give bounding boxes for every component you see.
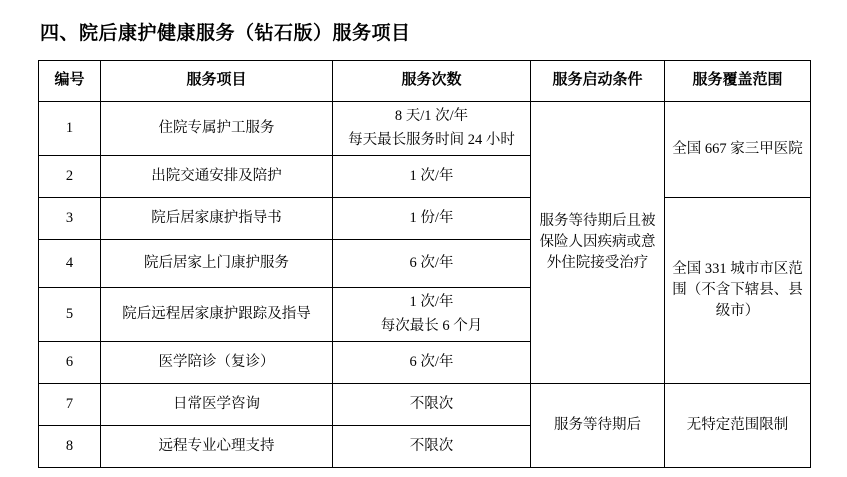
column-header-no: 编号 xyxy=(39,61,101,102)
row-times: 6 次/年 xyxy=(333,240,531,288)
scope-cell-1: 全国 667 家三甲医院 xyxy=(665,102,811,198)
column-header-condition: 服务启动条件 xyxy=(531,61,665,102)
row-times: 1 份/年 xyxy=(333,198,531,240)
row-item: 出院交通安排及陪护 xyxy=(101,156,333,198)
row-item: 院后居家上门康护服务 xyxy=(101,240,333,288)
row-times: 6 次/年 xyxy=(333,342,531,384)
column-header-scope: 服务覆盖范围 xyxy=(665,61,811,102)
row-item: 院后居家康护指导书 xyxy=(101,198,333,240)
row-times: 1 次/年 xyxy=(333,156,531,198)
row-no: 2 xyxy=(39,156,101,198)
row-no: 5 xyxy=(39,288,101,342)
row-no: 4 xyxy=(39,240,101,288)
row-item: 日常医学咨询 xyxy=(101,384,333,426)
table-row xyxy=(39,102,811,156)
row-times: 不限次 xyxy=(333,384,531,426)
row-no: 3 xyxy=(39,198,101,240)
service-table xyxy=(38,60,811,468)
row-times-line1: 8 天/1 次/年 xyxy=(394,108,469,124)
row-item: 住院专属护工服务 xyxy=(101,102,333,156)
row-no: 6 xyxy=(39,342,101,384)
row-no: 1 xyxy=(39,102,101,156)
row-times xyxy=(333,288,531,342)
scope-cell-2: 全国 331 城市市区范围（不含下辖县、县级市） xyxy=(665,198,811,384)
column-header-item: 服务项目 xyxy=(101,61,333,102)
page-title: 四、院后康护健康服务（钻石版）服务项目 xyxy=(40,23,411,44)
scope-cell-3: 无特定范围限制 xyxy=(665,384,811,468)
row-no: 8 xyxy=(39,426,101,468)
row-no: 7 xyxy=(39,384,101,426)
service-table-container xyxy=(38,60,810,468)
table-row xyxy=(39,198,811,240)
table-row xyxy=(39,384,811,426)
row-item: 院后远程居家康护跟踪及指导 xyxy=(101,288,333,342)
row-item: 医学陪诊（复诊） xyxy=(101,342,333,384)
column-header-times: 服务次数 xyxy=(333,61,531,102)
condition-cell-1: 服务等待期后且被保险人因疾病或意外住院接受治疗 xyxy=(531,102,665,384)
condition-cell-2: 服务等待期后 xyxy=(531,384,665,468)
row-times-line1: 1 次/年 xyxy=(409,294,454,311)
row-times-line2: 每天最长服务时间 24 小时 xyxy=(348,132,515,149)
row-times-line2: 每次最长 6 个月 xyxy=(380,318,483,335)
row-times: 不限次 xyxy=(333,426,531,468)
row-item: 远程专业心理支持 xyxy=(101,426,333,468)
table-header-row xyxy=(39,61,811,102)
row-times xyxy=(333,102,531,156)
